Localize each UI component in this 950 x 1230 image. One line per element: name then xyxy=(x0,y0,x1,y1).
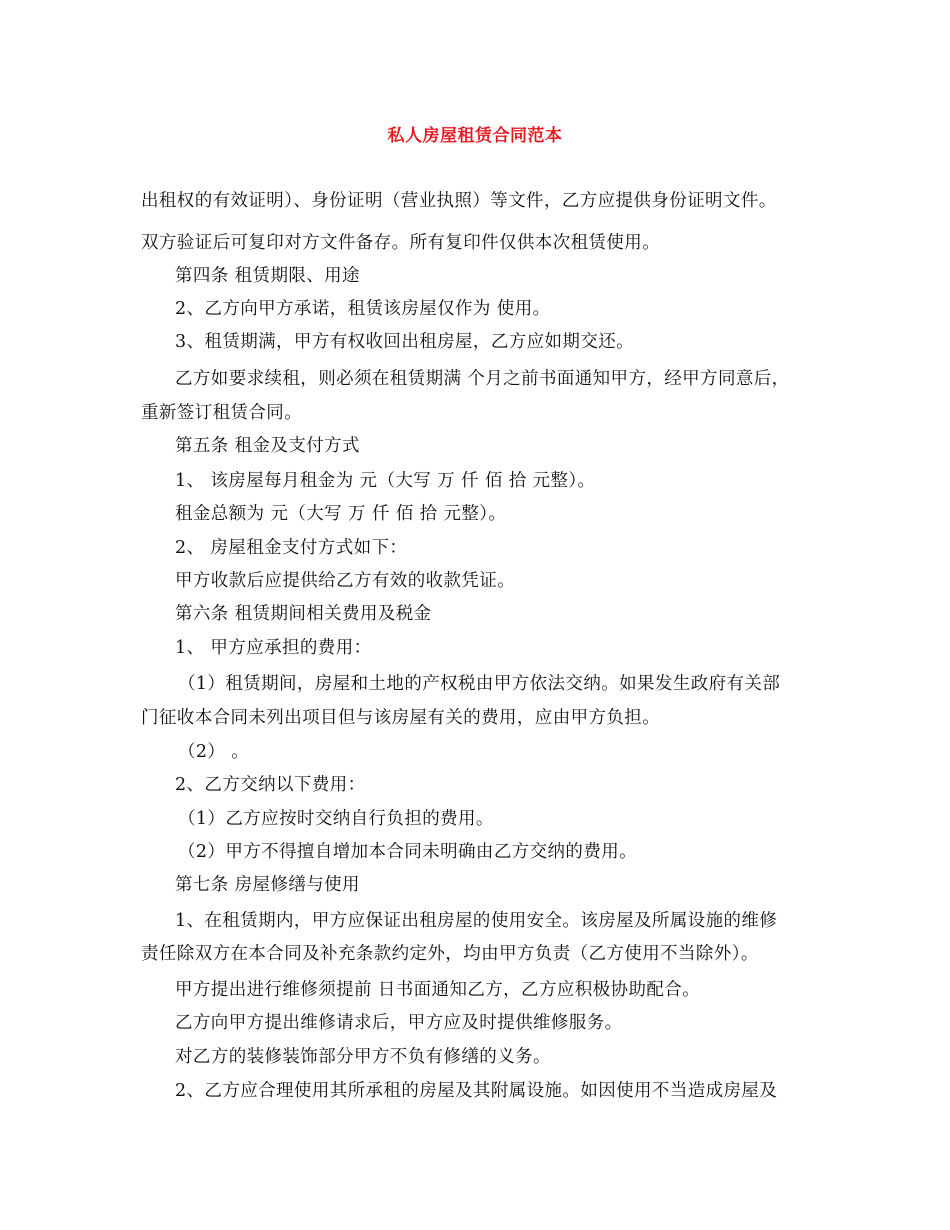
paragraph-line: 租金总额为 元（大写 万 仟 佰 拾 元整）。 xyxy=(175,504,507,524)
section-heading: 第四条 租赁期限、用途 xyxy=(175,266,360,286)
paragraph-line: 乙方如要求续租，则必须在租赁期满 个月之前书面通知甲方，经甲方同意后， xyxy=(175,369,790,389)
paragraph-line: 重新签订租赁合同。 xyxy=(141,403,303,423)
paragraph-line: 双方验证后可复印对方文件备存。所有复印件仅供本次租赁使用。 xyxy=(141,233,661,253)
paragraph-line: 2、乙方向甲方承诺，租赁该房屋仅作为 使用。 xyxy=(175,299,551,319)
paragraph-line: 出租权的有效证明）、身份证明（营业执照）等文件，乙方应提供身份证明文件。 xyxy=(141,191,777,211)
paragraph-line: 甲方提出进行维修须提前 日书面通知乙方，乙方应积极协助配合。 xyxy=(175,980,701,1000)
paragraph-line: 2、乙方应合理使用其所承租的房屋及其附属设施。如因使用不当造成房屋及 xyxy=(175,1081,778,1101)
paragraph-line: 1、在租赁期内，甲方应保证出租房屋的使用安全。该房屋及所属设施的维修 xyxy=(175,911,778,931)
paragraph-line: 1、 甲方应承担的费用： xyxy=(175,638,372,658)
document-title: 私人房屋租赁合同范本 xyxy=(387,126,563,146)
paragraph-line: 甲方收款后应提供给乙方有效的收款凭证。 xyxy=(175,571,516,591)
paragraph-line: 对乙方的装修装饰部分甲方不负有修缮的义务。 xyxy=(175,1047,551,1067)
paragraph-line: （1）租赁期间，房屋和土地的产权税由甲方依法交纳。如果发生政府有关部 xyxy=(178,674,781,694)
paragraph-line: 门征收本合同未列出项目但与该房屋有关的费用，应由甲方负担。 xyxy=(141,708,661,728)
paragraph-line: （2）甲方不得擅自增加本合同未明确由乙方交纳的费用。 xyxy=(178,842,638,862)
paragraph-line: （2） 。 xyxy=(178,742,250,762)
paragraph-line: 2、 房屋租金支付方式如下： xyxy=(175,538,408,558)
paragraph-line: 责任除双方在本合同及补充条款约定外，均由甲方负责（乙方使用不当除外）。 xyxy=(141,944,759,964)
paragraph-line: 3、租赁期满，甲方有权收回出租房屋，乙方应如期交还。 xyxy=(175,332,635,352)
paragraph-line: 乙方向甲方提出维修请求后，甲方应及时提供维修服务。 xyxy=(175,1013,623,1033)
section-heading: 第五条 租金及支付方式 xyxy=(175,436,360,456)
paragraph-line: 2、乙方交纳以下费用： xyxy=(175,775,366,795)
section-heading: 第六条 租赁期间相关费用及税金 xyxy=(175,604,432,624)
paragraph-line: 1、 该房屋每月租金为 元（大写 万 仟 佰 拾 元整）。 xyxy=(175,471,596,491)
section-heading: 第七条 房屋修缮与使用 xyxy=(175,875,360,895)
paragraph-line: （1）乙方应按时交纳自行负担的费用。 xyxy=(178,809,494,829)
